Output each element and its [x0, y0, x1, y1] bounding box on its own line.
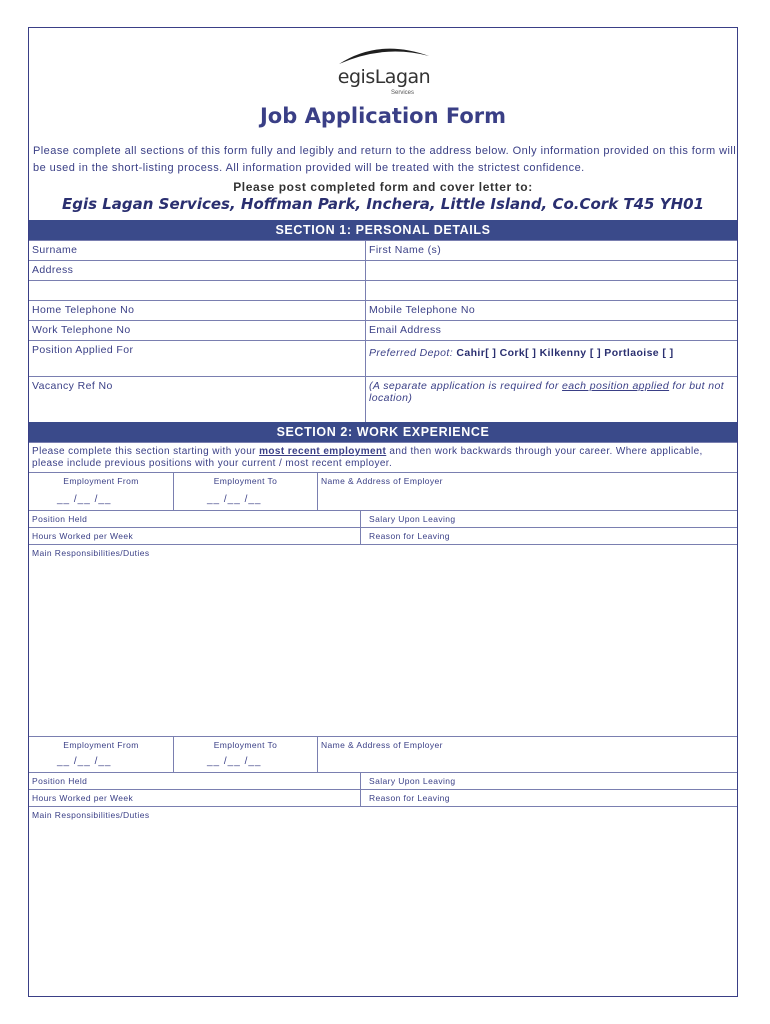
surname-field[interactable]: Surname	[29, 240, 365, 260]
emp-divider-2c	[360, 772, 361, 806]
emp-divider-2a	[173, 736, 174, 772]
separate-application-note	[366, 376, 737, 422]
post-instruction: Please post completed form and cover letter to:	[233, 180, 533, 194]
preferred-depot-label: Preferred Depot:	[369, 347, 454, 359]
note-text-2: for but not location)	[369, 380, 725, 404]
salary-field-2[interactable]: Salary Upon Leaving	[361, 772, 737, 789]
emp-divider-1a	[173, 472, 174, 510]
address-line-2[interactable]	[29, 280, 737, 300]
employment-from-date-2: __ /__ /__	[57, 756, 112, 767]
position-held-field-2[interactable]: Position Held	[29, 772, 360, 789]
section2-heading: SECTION 2: WORK EXPERIENCE	[29, 422, 737, 442]
salary-field-1[interactable]: Salary Upon Leaving	[361, 510, 737, 527]
mobile-telephone-field[interactable]: Mobile Telephone No	[366, 300, 737, 320]
address-field[interactable]: Address	[29, 260, 737, 280]
position-held-field-1[interactable]: Position Held	[29, 510, 360, 527]
employment-to-date-1: __ /__ /__	[207, 494, 262, 505]
work-telephone-field[interactable]: Work Telephone No	[29, 320, 365, 340]
employment-to-date-2: __ /__ /__	[207, 756, 262, 767]
reason-for-leaving-field-2[interactable]: Reason for Leaving	[361, 789, 737, 806]
section1-divider	[365, 240, 366, 422]
reason-for-leaving-field-1[interactable]: Reason for Leaving	[361, 527, 737, 544]
employment-from-field-1[interactable]: Employment From	[29, 472, 173, 510]
home-telephone-field[interactable]: Home Telephone No	[29, 300, 365, 320]
employer-name-address-field-2[interactable]: Name & Address of Employer	[318, 736, 737, 772]
vacancy-ref-field[interactable]: Vacancy Ref No	[29, 376, 365, 422]
postal-address: Egis Lagan Services, Hoffman Park, Inchera, Little Island, Co.Cork T45 YH01	[61, 195, 705, 213]
main-responsibilities-field-2[interactable]: Main Responsibilities/Duties	[29, 806, 737, 996]
position-applied-field[interactable]: Position Applied For	[29, 340, 365, 376]
employer-name-address-field-1[interactable]: Name & Address of Employer	[318, 472, 737, 510]
employment-to-field-1[interactable]: Employment To	[174, 472, 317, 510]
note-text-1: (A separate application is required for	[369, 380, 563, 392]
work-experience-instructions	[29, 442, 737, 472]
emp-divider-1c	[360, 510, 361, 544]
instr-text-1: Please complete this section starting with your	[32, 446, 260, 457]
emp-divider-2b	[317, 736, 318, 772]
hours-worked-field-2[interactable]: Hours Worked per Week	[29, 789, 360, 806]
note-text-underlined: each position applied	[562, 380, 670, 392]
instr-text-2: and then work backwards through your career. Where applicable, please include previous positions with your current / most recent employer.	[32, 446, 703, 469]
page-title: Job Application Form	[259, 104, 506, 128]
emp-divider-1b	[317, 472, 318, 510]
company-logo	[329, 42, 439, 102]
depot-options[interactable]: Cahir[ ] Cork[ ] Kilkenny [ ] Portlaoise [ ]	[456, 347, 674, 359]
logo-subtitle: Services	[391, 90, 415, 96]
logo-wordmark: egisLagan	[337, 66, 431, 88]
email-field[interactable]: Email Address	[366, 320, 737, 340]
first-name-field[interactable]: First Name (s)	[366, 240, 737, 260]
hours-worked-field-1[interactable]: Hours Worked per Week	[29, 527, 360, 544]
application-form-page	[28, 27, 738, 997]
employment-to-field-2[interactable]: Employment To	[174, 736, 317, 772]
main-responsibilities-field-1[interactable]: Main Responsibilities/Duties	[29, 544, 737, 736]
preferred-depot-field[interactable]	[366, 340, 737, 376]
employment-from-field-2[interactable]: Employment From	[29, 736, 173, 772]
intro-text: Please complete all sections of this form fully and legibly and return to the address below. Only information provided on this form will be used in the short-listing process. All information provided will be treated with the strictest confidence.	[33, 145, 737, 174]
employment-from-date-1: __ /__ /__	[57, 494, 112, 505]
instr-text-bold: most recent employment	[259, 446, 387, 457]
section1-heading: SECTION 1: PERSONAL DETAILS	[29, 220, 737, 240]
